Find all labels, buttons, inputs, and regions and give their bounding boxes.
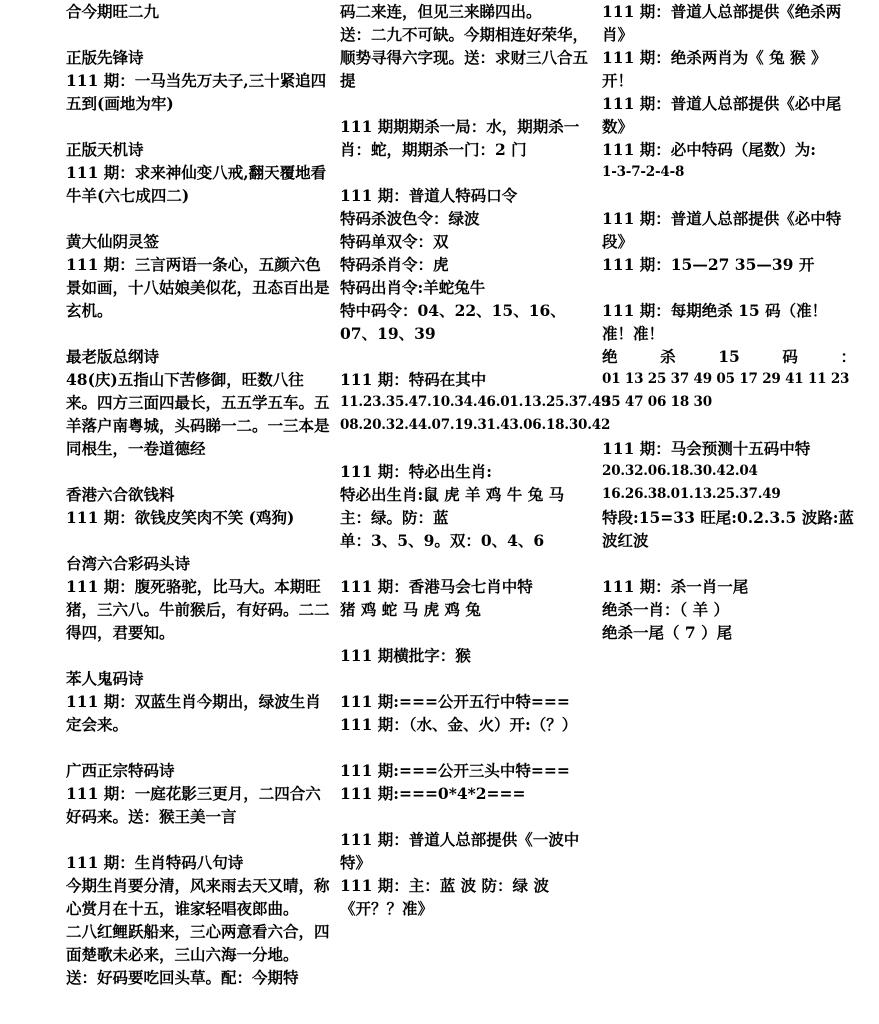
five-elements-block: [340, 690, 598, 736]
tail-numbers: 1-3-7-2-4-8: [602, 164, 685, 180]
block-title: 黄大仙阴灵签: [66, 232, 160, 251]
block-text: 111 期：普道人总部提供《绝杀两肖》: [602, 2, 842, 44]
kill-two-block: [602, 0, 856, 138]
number-list: 11.23.35.47.10.34.46.01.13.25.37.49: [340, 394, 611, 410]
block-text: 猪 鸡 蛇 马 虎 鸡 兔: [340, 600, 481, 619]
block-title: 111 期：特必出生肖:: [340, 462, 492, 481]
block-text: 主：绿。防：蓝: [340, 508, 449, 527]
block-text: 111 期：普道人总部提供《必中特段》: [602, 209, 842, 251]
block-text: 111 期：欲钱皮笑肉不笑 (鸡狗): [66, 508, 295, 527]
block-title: 111 期：特码在其中: [340, 370, 487, 389]
block-text: 绝杀一肖：（ 羊 ）: [602, 600, 730, 619]
pioneer-poem-block: [66, 46, 332, 115]
number-list: 08.20.32.44.07.19.31.43.06.18.30.42: [340, 417, 611, 433]
block-text: 特码出肖令:羊蛇兔牛: [340, 278, 486, 297]
block-title: 111 期：生肖特码八句诗: [66, 853, 244, 872]
spread-word: 杀: [660, 347, 676, 366]
block-text: 特码杀肖令：虎: [340, 255, 449, 274]
block-text: 48(庆)五指山下苦修御，旺数八往来。四方三面四最长，五五学五车。五羊落户南粤城，头码睇一二。一三本是同根生，一卷道德经: [66, 370, 330, 458]
block-title: 正版天机诗: [66, 140, 144, 159]
left-column: [66, 0, 332, 1012]
page-header: 合今期旺二九: [66, 2, 160, 21]
kill-one-block: [602, 575, 856, 644]
spread-word: 15: [718, 347, 740, 366]
block-text: 111 期：求来神仙变八戒,翻天覆地看牛羊(六七成四二): [66, 163, 327, 205]
block-text: 二八红鲤跃船来，三心两意看六合，四面楚歌未必来，三山六海一分地。: [66, 922, 330, 964]
block-text: 111 期:===0*4*2===: [340, 784, 526, 803]
taiwan-poem-block: [66, 552, 332, 644]
block-text: 111 期：必中特码（尾数）为:: [602, 140, 816, 159]
block-text: 送：好码要吃回头草。配：今期特: [66, 968, 299, 987]
block-text: 111 期:===公开五行中特===: [340, 692, 570, 711]
number-list: 01 13 25 37 49 05 17 29 41 11 23 35 47 06 18 30: [602, 371, 850, 410]
master-poem-block: [66, 345, 332, 460]
block-title: 111 期：马会预测十五码中特: [602, 439, 811, 458]
spread-word: ：: [840, 347, 856, 366]
block-title: 广西正宗特码诗: [66, 761, 175, 780]
right-column: [602, 0, 856, 667]
block-text: 特中码令：04、22、15、16、07、19、39: [340, 301, 566, 343]
block-text: 单：3、5、9。双：0、4、6: [340, 531, 545, 550]
kill-block: [340, 115, 598, 161]
block-title: 台湾六合彩码头诗: [66, 554, 191, 573]
continued-block: [340, 0, 598, 92]
ghost-poem-block: [66, 667, 332, 736]
block-title: 香港六合欲钱料: [66, 485, 175, 504]
kill-fifteen-block: [602, 299, 856, 414]
tail-number-block: [602, 138, 856, 184]
one-wave-block: [340, 828, 598, 920]
block-text: 111 期：双蓝生肖今期出，绿波生肖定会来。: [66, 692, 321, 734]
zodiac-must-block: [340, 460, 598, 552]
block-text: 特码单双令：双: [340, 232, 449, 251]
block-title: 苯人鬼码诗: [66, 669, 144, 688]
block-text: 送：二九不可缺。今期相连好荣华，顺势寻得六字现。送：求财三八合五提: [340, 25, 589, 90]
spread-word: 绝: [602, 347, 618, 366]
block-text: 111 期:===公开三头中特===: [340, 761, 570, 780]
zodiac-poem-block: [66, 851, 332, 989]
block-text: 特段:15=33 旺尾:0.2.3.5 波路:蓝波红波: [602, 508, 854, 550]
oracle-block: [66, 230, 332, 322]
spread-word: 码: [782, 347, 798, 366]
segment-block: [602, 207, 856, 276]
block-text: 111 期：三言两语一条心，五颜六色景如画，十八姑娘美似花，丑态百出是玄机。: [66, 255, 330, 320]
block-text: 111 期：腹死骆驼，比马大。本期旺猪，三六八。牛前猴后，有好码。二二得四，君要知。: [66, 577, 330, 642]
banner-word-block: [340, 644, 598, 667]
block-text: 111 期：一庭花影三更月，二四合六好码来。送：猴王美一言: [66, 784, 321, 826]
heaven-poem-block: [66, 138, 332, 207]
block-title: 正版先锋诗: [66, 48, 144, 67]
middle-column: [340, 0, 611, 943]
spread-heading: [602, 345, 856, 368]
block-text: 特码杀波色令：绿波: [340, 209, 480, 228]
block-text: 111 期：15—27 35—39 开: [602, 255, 815, 274]
block-text: 111 期：一马当先万夫子,三十紧追四五到(画地为牢): [66, 71, 327, 113]
block-text: 111 期：绝杀两肖为《 兔 猴 》开！: [602, 48, 827, 90]
block-title: 111 期：杀一肖一尾: [602, 577, 749, 596]
number-list: 16.26.38.01.13.25.37.49: [602, 486, 781, 502]
fifteen-codes-block: [602, 437, 856, 552]
block-title: 111 期：普道人特码口令: [340, 186, 518, 205]
hk-money-block: [66, 483, 332, 529]
seven-zodiac-block: [340, 575, 598, 621]
block-text: 111 期：主：蓝 波 防：绿 波《开？？准》: [340, 876, 549, 918]
block-text: 111 期：每期绝杀 15 码（准！准！准！: [602, 301, 828, 343]
three-heads-block: [340, 759, 598, 805]
block-title: 111 期：普道人总部提供《一波中特》: [340, 830, 580, 872]
block-text: 码二来连，但见三来睇四出。: [340, 2, 542, 21]
block-title: 最老版总纲诗: [66, 347, 160, 366]
block-text: 特必出生肖:鼠 虎 羊 鸡 牛 兔 马: [340, 485, 565, 504]
number-list: 20.32.06.18.30.42.04: [602, 463, 758, 479]
password-block: [340, 184, 598, 345]
block-text: 111 期横批字：猴: [340, 646, 471, 665]
header-block: [66, 0, 332, 23]
block-text: 111 期：普道人总部提供《必中尾数》: [602, 94, 842, 136]
block-text: 111 期：（水、金、火）开:（？）: [340, 715, 578, 734]
guangxi-poem-block: [66, 759, 332, 828]
block-text: 绝杀一尾（ 7 ）尾: [602, 623, 733, 642]
numbers-block: [340, 368, 611, 437]
block-text: 今期生肖要分清，风来雨去天又晴，称心赏月在十五，谁家轻唱夜郎曲。: [66, 876, 330, 918]
block-text: 111 期期期杀一局：水，期期杀一肖：蛇，期期杀一门：2 门: [340, 117, 580, 159]
block-title: 111 期：香港马会七肖中特: [340, 577, 533, 596]
